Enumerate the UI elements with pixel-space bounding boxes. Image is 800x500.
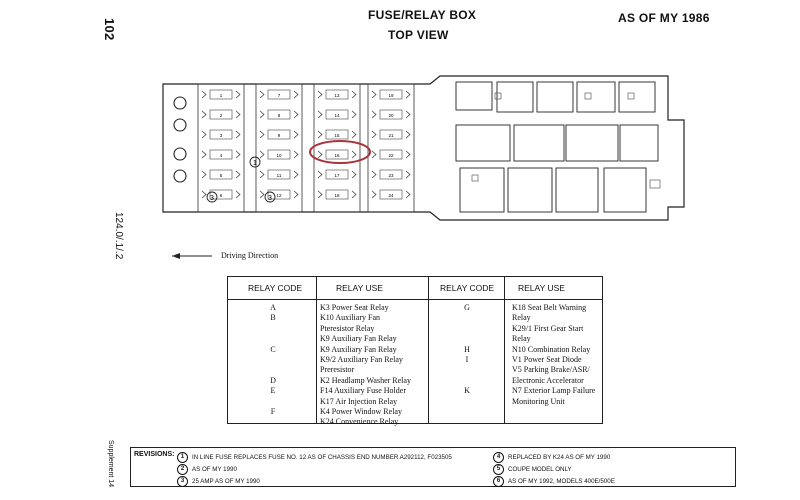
relay-use-cell: N7 Exterior Lamp Failure [512,386,596,396]
relay-use-cell: K2 Headlamp Washer Relay [320,375,411,385]
revision-item [177,464,237,475]
revision-number-badge: 1 [177,452,188,463]
fuse-number: 15 [334,133,340,138]
header-relay-use-1: RELAY USE [336,283,383,293]
relay-code-cell: C [270,344,276,354]
relay-code-cell [238,365,308,375]
revision-number-badge: 3 [177,476,188,487]
revision-text: AS OF MY 1990 [192,466,237,474]
relay-socket [566,125,618,161]
revision-number-badge: 2 [177,464,188,475]
mounting-holes [174,97,186,182]
table-divider [316,277,317,423]
fuse-slot [318,170,356,179]
header-relay-code-1: RELAY CODE [248,283,303,293]
fuse-number: 14 [334,113,340,118]
fuse-slot [372,150,410,159]
relay-use-cell: V1 Power Seat Diode [512,355,582,365]
revision-item [493,452,610,463]
relay-use-cell: K3 Power Seat Relay [320,303,389,312]
relay-use-cell: K24 Convenience Relay [320,417,399,427]
relay-code-cell: A [270,303,276,312]
fuse-number: 1 [219,93,223,98]
relay-code-cell [238,324,308,334]
relay-code-cell: H [464,344,470,354]
left-codes-column [238,303,308,428]
fuse-number: 20 [388,113,394,118]
revision-item [493,464,572,475]
as-of-label: AS OF MY 1986 [618,11,710,25]
callout-3-marker-b [265,192,275,202]
fuse-number: 12 [276,193,282,198]
fuse-number: 13 [334,93,340,98]
fuse-number: 23 [388,173,394,178]
right-codes-column [432,303,502,407]
diagram-title: FUSE/RELAY BOX [368,8,477,22]
driving-direction-label: Driving Direction [221,251,279,260]
relay-use-cell: K10 Auxiliary Fan [320,313,380,323]
fuse-slot [260,130,298,139]
fuse-slot [318,190,356,199]
fuse-number: 16 [334,153,340,158]
fuse-number: 10 [276,153,282,158]
relay-socket [537,82,573,112]
relay-socket [620,125,658,161]
revision-text: COUPE MODEL ONLY [508,466,572,474]
relay-use-cell: V5 Parking Brake/ASR/ [512,365,590,375]
relay-use-cell: Preresistor [320,365,355,375]
revision-item [493,476,615,487]
model-code: 124.0/.1/.2 [113,212,124,260]
relay-code-cell [238,397,308,407]
fuse-slot [260,90,298,99]
fuse-number: 7 [277,93,281,98]
diagram-subtitle: TOP VIEW [388,28,449,42]
relay-use-cell: Pteresistor Relay [320,323,375,333]
relay-code-cell: K [464,386,470,396]
revision-number-badge: 4 [493,452,504,463]
relay-socket [460,168,504,212]
revisions-box [130,447,736,487]
fuse-number: 11 [276,173,282,178]
revision-text: IN LINE FUSE REPLACES FUSE NO. 12 AS OF CHASSIS END NUMBER A292112, F023505 [192,454,452,462]
relay-code-cell [432,313,502,323]
relay-socket [604,168,646,212]
relay-socket [456,82,492,110]
relay-socket [514,125,564,161]
relay-code-cell [432,324,502,334]
header-relay-code-2: RELAY CODE [440,283,495,293]
revisions-label: REVISIONS: [134,451,175,458]
relay-socket [497,82,533,112]
relay-code-cell [432,365,502,375]
fuse-number: 24 [388,193,394,198]
relay-code-cell: D [270,375,276,385]
relay-use-cell: K9 Auxiliary Fan Relay [320,344,397,354]
revision-text: AS OF MY 1992, MODELS 400E/500E [508,478,615,486]
fuse-number: 21 [388,133,394,138]
relay-use-cell: K9 Auxiliary Fan Relay [320,334,397,344]
revision-text: REPLACED BY K24 AS OF MY 1990 [508,454,611,462]
fuse-number: 2 [219,113,223,118]
fuse-number: 5 [219,173,223,178]
right-uses-column [512,303,624,407]
driving-direction-arrow [172,253,212,259]
relay-sockets [456,82,658,212]
relay-code-cell [432,376,502,386]
fuse-number: 18 [334,193,340,198]
relay-code-cell [432,334,502,344]
fuse-slot [260,150,298,159]
revision-item [177,452,452,463]
revision-number-badge: 5 [493,464,504,475]
fuse-slot [260,170,298,179]
fuse-slot [318,130,356,139]
fuse-box-outline [163,76,684,220]
callout-3-marker-a [207,192,217,202]
fuse-columns [198,84,414,212]
relay-use-cell: Monitoring Unit [512,396,565,406]
relay-use-cell: Relay [512,334,531,344]
relay-use-cell: K4 Power Window Relay [320,407,402,417]
fuse-number: 8 [277,113,281,118]
relay-table [227,276,603,427]
fuse-slot [372,110,410,119]
relay-socket [556,168,598,212]
fuse-slot [202,150,240,159]
fuse-slot [372,170,410,179]
page-number: 102 [102,18,117,41]
revision-number-badge: 6 [493,476,504,487]
relay-socket [577,82,615,112]
fuse-number: 17 [334,173,340,178]
relay-use-cell: K18 Seat Belt Warning [512,303,587,312]
relay-code-cell: I [465,355,469,365]
callout-1-marker [250,157,260,167]
fuse-slot [318,110,356,119]
fuse-slot [372,90,410,99]
fuse-slot [260,110,298,119]
relay-code-cell: F [270,407,276,417]
relay-code-cell [432,397,502,407]
left-uses-column [320,303,432,428]
relay-code-cell: E [270,386,276,396]
relay-code-cell [238,334,308,344]
relay-socket [508,168,552,212]
relay-code-cell [238,417,308,427]
relay-code-cell: G [464,303,470,312]
fuse-number: 22 [388,153,394,158]
fuse-slot [202,110,240,119]
callout-3-label-b: 3 [268,195,272,202]
relay-use-cell: F14 Auxiliary Fuse Holder [320,386,406,396]
callout-3-label-a: 3 [210,195,214,202]
relay-use-cell: Relay [512,313,531,323]
table-header-rule [228,299,602,300]
fuse-slot [202,170,240,179]
relay-use-cell: K17 Air Injection Relay [320,396,398,406]
fuse-number: 19 [388,93,394,98]
fuse-number: 4 [219,153,223,158]
relay-use-cell: Electronic Accelerator [512,375,584,385]
table-divider [504,277,505,423]
fuse-number: 3 [219,133,223,138]
callout-1-label: 1 [253,160,257,167]
fuse-number: 9 [277,133,281,138]
relay-use-cell: K29/1 First Gear Start [512,323,584,333]
fuse-slot [318,150,356,159]
relay-code-cell: B [270,313,276,323]
relay-code-cell [238,355,308,365]
fuse-slot [202,130,240,139]
fuse-slot [372,190,410,199]
fuse-slot [372,130,410,139]
revision-item [177,476,260,487]
fuse-number: 6 [219,193,223,198]
fuse-slot [318,90,356,99]
fuse-slot [202,90,240,99]
header-relay-use-2: RELAY USE [518,283,565,293]
relay-socket [456,125,510,161]
relay-socket [619,82,655,112]
relay-use-cell: K9/2 Auxiliary Fan Relay [320,355,403,365]
relay-use-cell: N10 Combination Relay [512,344,591,354]
revision-text: 25 AMP AS OF MY 1990 [192,478,260,486]
supplement-label: Supplement 14 [107,440,114,488]
